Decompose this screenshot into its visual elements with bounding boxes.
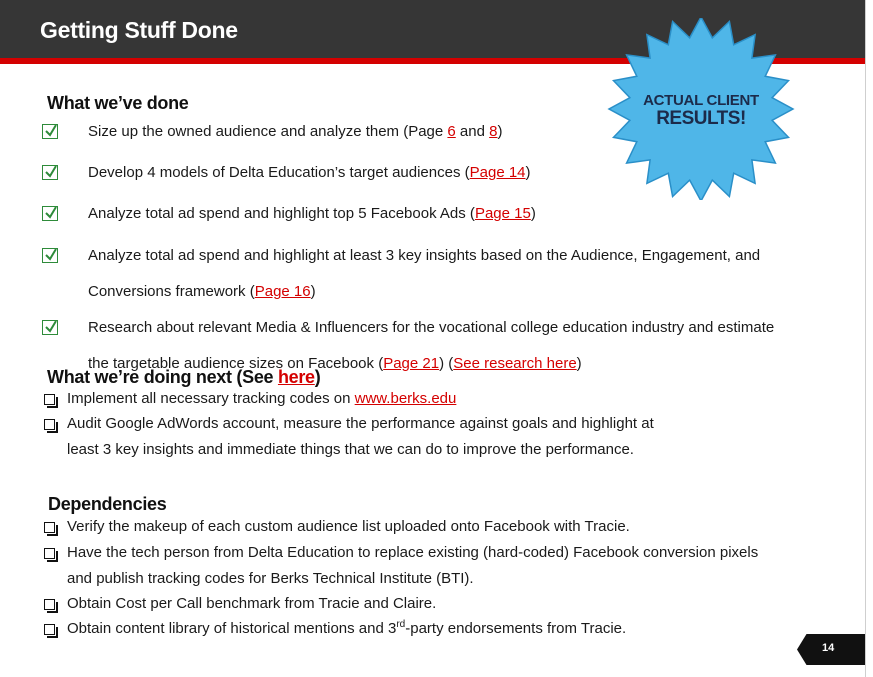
text: ) [314, 367, 321, 387]
dependency-item-text: Obtain Cost per Call benchmark from Tracie and Claire. [67, 595, 437, 612]
text: Have the tech person from Delta Education to replace existing (hard-coded) Facebook conversion pixels [67, 544, 759, 561]
dependency-item-text: Verify the makeup of each custom audience list uploaded onto Facebook with Tracie. [67, 518, 630, 535]
checkbox-empty-icon [44, 394, 55, 405]
page-6-link[interactable]: 6 [447, 123, 456, 140]
see-research-link[interactable]: See research here [453, 355, 577, 372]
done-item-text [88, 155, 848, 191]
text: the targetable audience sizes on Facebook ( [88, 355, 384, 372]
text: Conversions framework ( [88, 283, 255, 300]
badge-text-line1: ACTUAL CLIENT [643, 92, 759, 109]
checkbox-empty-icon [44, 419, 55, 430]
next-heading [47, 367, 320, 388]
done-item-text [88, 238, 848, 310]
checkbox-checked-icon [42, 248, 58, 263]
text: -party endorsements from Tracie. [405, 620, 627, 637]
page-14-link[interactable]: Page 14 [469, 164, 526, 181]
checkbox-empty-icon [44, 624, 55, 635]
done-item-text [88, 114, 848, 150]
page-number: 14 [822, 642, 835, 654]
text: and publish tracking codes for Berks Technical Institute (BTI). [67, 570, 474, 587]
text: and [455, 123, 490, 140]
badge-text-line2: RESULTS! [656, 108, 746, 129]
text: ) [497, 123, 503, 140]
next-item-text [67, 411, 827, 463]
next-item-text [67, 386, 827, 412]
text: Develop 4 models of Delta Education’s target audiences ( [88, 164, 470, 181]
text: least 3 key insights and immediate things that we can do to improve the performance. [67, 441, 634, 458]
dependency-item-text [67, 540, 827, 592]
checkbox-empty-icon [44, 599, 55, 610]
page-21-link[interactable]: Page 21 [383, 355, 440, 372]
dependencies-heading: Dependencies [48, 494, 167, 514]
slide-edge [865, 0, 866, 677]
text: ) [310, 283, 316, 300]
text: Research about relevant Media & Influencers for the vocational college education industry and estimate [88, 319, 775, 336]
text: Implement all necessary tracking codes on [67, 390, 355, 407]
done-heading: What we’ve done [47, 93, 189, 113]
checkbox-checked-icon [42, 206, 58, 221]
text: ) [525, 164, 531, 181]
checkbox-empty-icon [44, 522, 55, 533]
page-8-link[interactable]: 8 [489, 123, 498, 140]
checkbox-checked-icon [42, 124, 58, 139]
checkbox-checked-icon [42, 320, 58, 335]
dependency-item-text [67, 616, 827, 642]
text: ) [576, 355, 582, 372]
berks-edu-link[interactable]: www.berks.edu [354, 390, 457, 407]
done-item-text [88, 196, 848, 232]
page-16-link[interactable]: Page 16 [254, 283, 311, 300]
text: Audit Google AdWords account, measure the performance against goals and highlight at [67, 415, 654, 432]
text: Analyze total ad spend and highlight top 5 Facebook Ads ( [88, 205, 475, 222]
page-15-link[interactable]: Page 15 [474, 205, 531, 222]
slide-title: Getting Stuff Done [40, 17, 238, 43]
text: ) [530, 205, 536, 222]
superscript: rd [396, 619, 406, 630]
checkbox-checked-icon [42, 165, 58, 180]
checkbox-empty-icon [44, 548, 55, 559]
text: What we’re doing next (See [47, 367, 278, 387]
text: Analyze total ad spend and highlight at least 3 key insights based on the Audience, Engagement, and [88, 247, 761, 264]
see-here-link[interactable]: here [277, 367, 315, 387]
text: Obtain content library of historical mentions and 3 [67, 620, 397, 637]
text: ) ( [439, 355, 454, 372]
text: Size up the owned audience and analyze them (Page [88, 123, 448, 140]
